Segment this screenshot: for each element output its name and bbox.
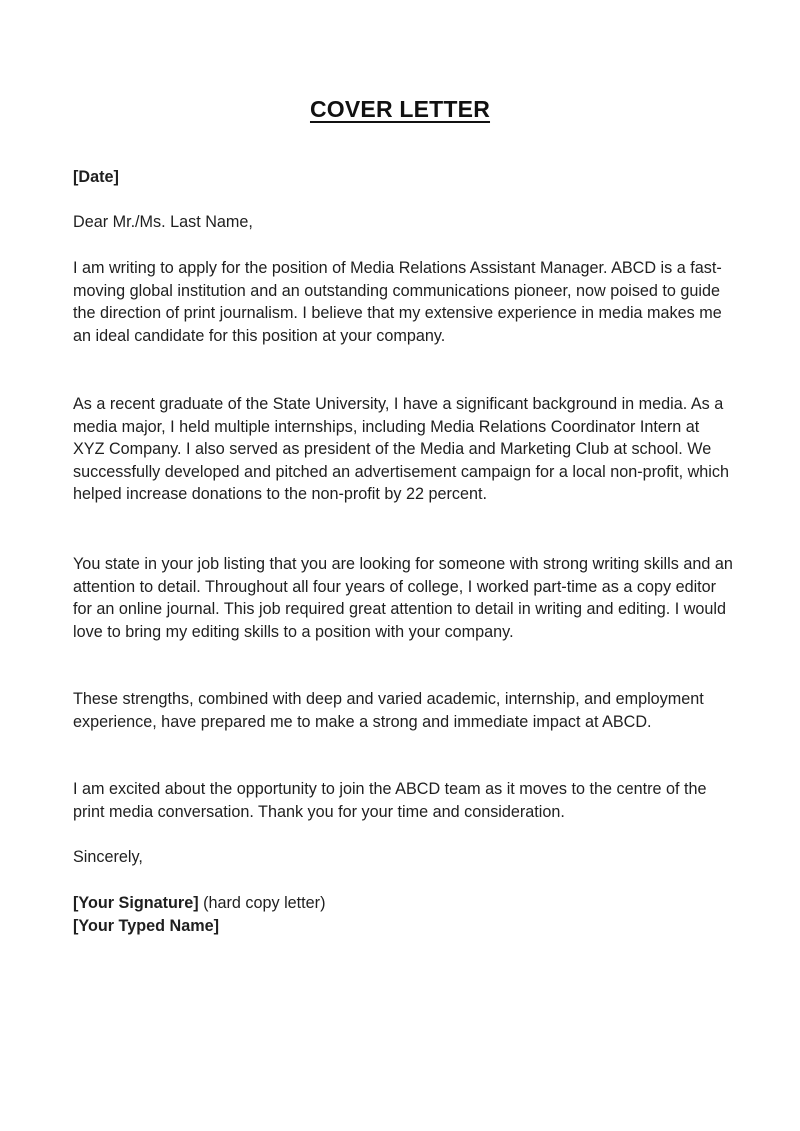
signature-placeholder: [Your Signature] <box>73 894 199 912</box>
paragraph-intro: I am writing to apply for the position of Media Relations Assistant Manager. ABCD is a fast-moving global institution and an outstanding communications pioneer, now poised to guide the direction of print journalism. I believe that my extensive experience in media makes me an ideal candidate for this position at your company. <box>73 259 722 345</box>
signature-note: (hard copy letter) <box>198 894 326 912</box>
paragraph-strengths: These strengths, combined with deep and varied academic, internship, and employment experience, have prepared me to make a strong and immediate impact at ABCD. <box>73 690 704 731</box>
closing-phrase: Sincerely, <box>73 848 143 866</box>
page-title: COVER LETTER <box>309 96 491 122</box>
date-placeholder: [Date] <box>73 168 119 186</box>
paragraph-background: As a recent graduate of the State University, I have a significant background in media. As a media major, I held multiple internships, including Media Relations Coordinator Intern at XYZ Company. I also served as president of the Media and Marketing Club at school. We successfully developed and pitched an advertisement campaign for a local non-profit, which helped increase donations to the non-profit by 22 percent. <box>73 395 729 504</box>
signature-line <box>73 892 733 915</box>
typed-name-placeholder: [Your Typed Name] <box>73 917 220 935</box>
paragraph-skills: You state in your job listing that you are looking for someone with strong writing skills and an attention to detail. Throughout all four years of college, I worked part-time as a copy editor for an online journal. This job required great attention to detail in writing and editing. I would love to bring my editing skills to a position with your company. <box>73 555 733 641</box>
paragraph-closing-remarks: I am excited about the opportunity to join the ABCD team as it moves to the centre of the print media conversation. Thank you for your time and consideration. <box>73 780 707 821</box>
salutation: Dear Mr./Ms. Last Name, <box>73 213 253 231</box>
